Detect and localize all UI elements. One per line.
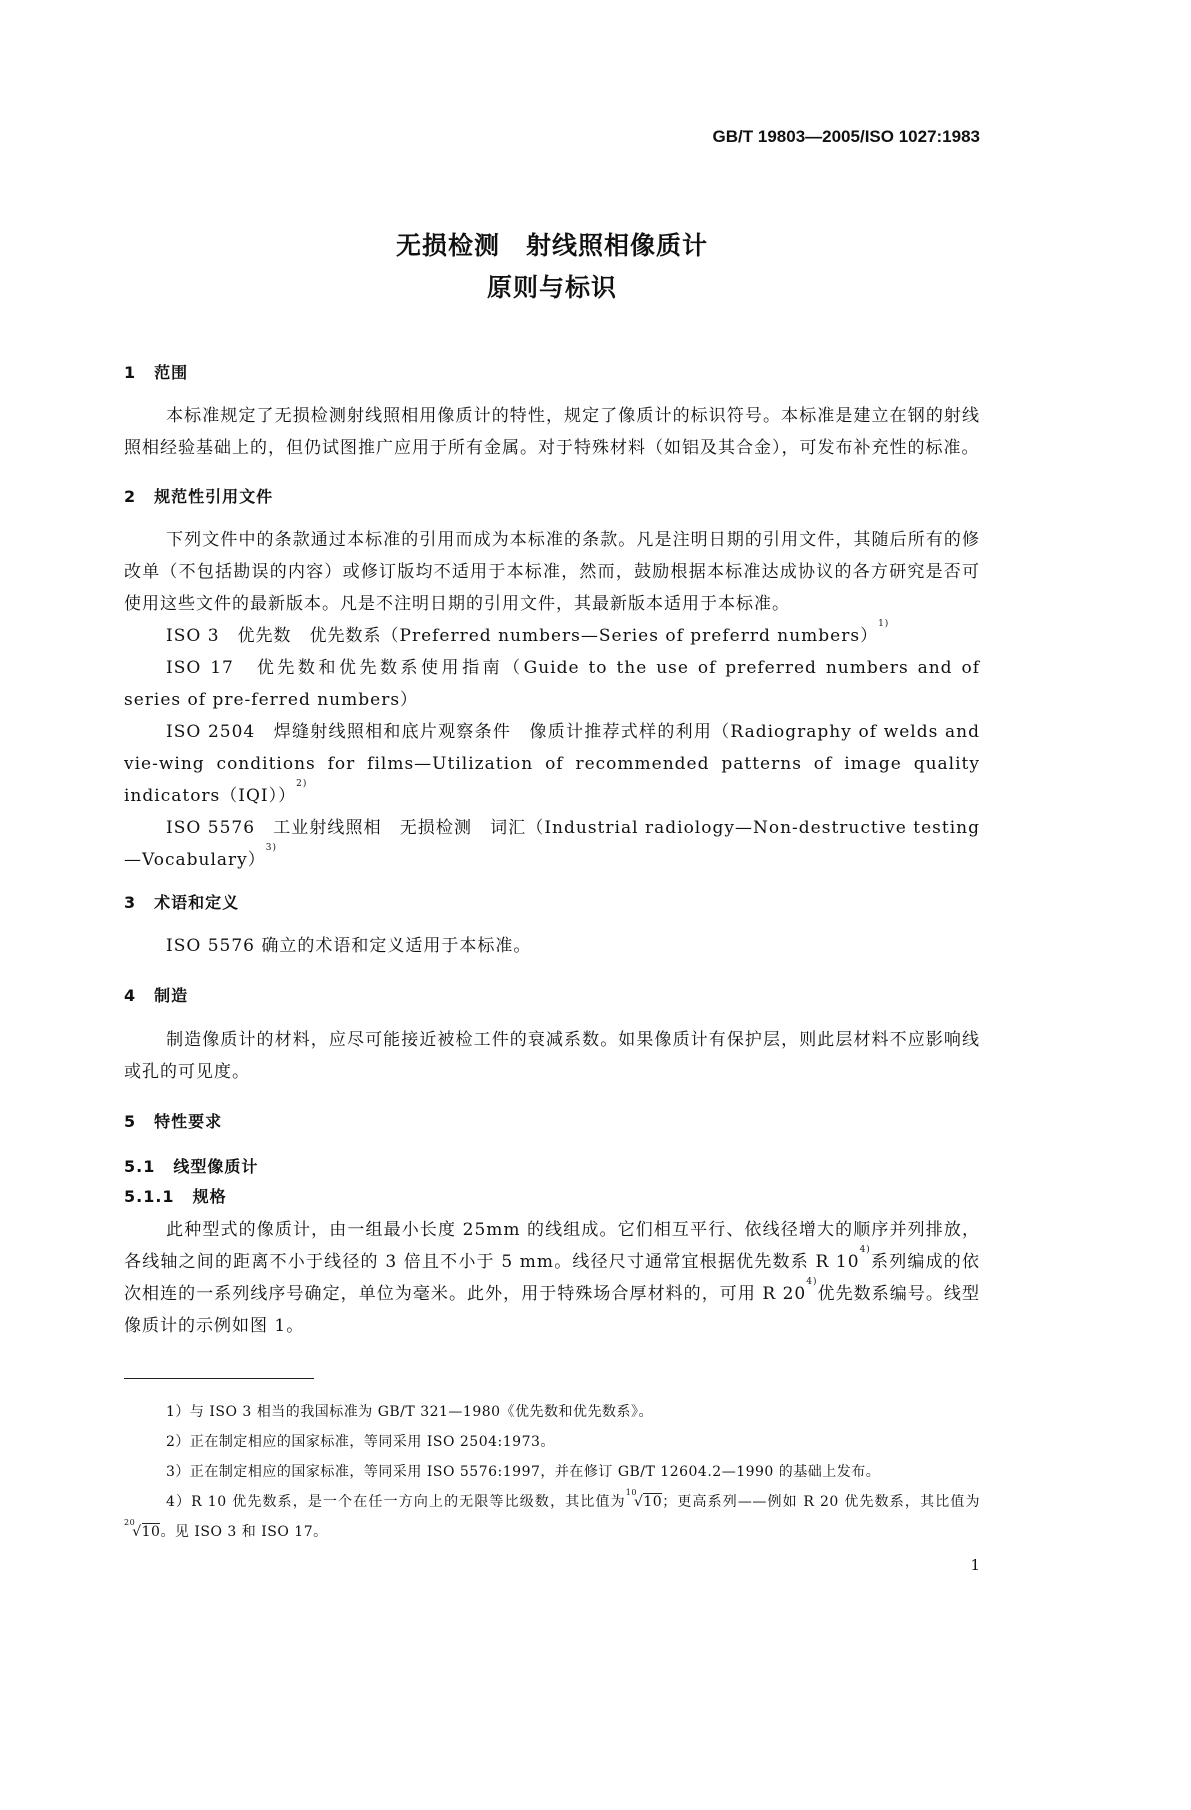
section-1-heading: 1 范围 [124,363,189,382]
section-2-heading: 2 规范性引用文件 [124,487,274,506]
page-number: 1 [970,1556,980,1574]
standard-number-header: GB/T 19803—2005/ISO 1027:1983 [712,127,980,146]
footnote-2: 2）正在制定相应的国家标准，等同采用 ISO 2504:1973。 [166,1434,555,1450]
footnote-1: 1）与 ISO 3 相当的我国标准为 GB/T 321—1980《优先数和优先数系》。 [166,1404,654,1420]
radical-20th-root-of-10: $^{20}$√10 [124,1518,161,1540]
section-1-paragraph: 本标准规定了无损检测射线照相用像质计的特性，规定了像质计的标识符号。本标准是建立在钢的射线照相经验基础上的，但仍试图推广应用于所有金属。对于特殊材料（如铝及其合金），可发布补充性的标准。 [124,406,980,458]
section-2-paragraph: 下列文件中的条款通过本标准的引用而成为本标准的条款。凡是注明日期的引用文件，其随后所有的修改单（不包括勘误的内容）或修订版均不适用于本标准，然而，鼓励根据本标准达成协议的各方研究是否可使用这些文件的最新版本。凡是不注明日期的引用文件，其最新版本适用于本标准。 [124,530,980,614]
footnote-separator [124,1378,314,1379]
section-5-heading: 5 特性要求 [124,1112,223,1131]
title-line-2: 原则与标识 [486,273,617,302]
section-5-1-heading: 5.1 线型像质计 [124,1157,259,1176]
reference-iso-17: ISO 17 优先数和优先数系使用指南（Guide to the use of preferred numbers and of series of pre-ferred numbers） [124,658,980,710]
section-3-paragraph: ISO 5576 确立的术语和定义适用于本标准。 [166,936,532,956]
section-4-heading: 4 制造 [124,986,189,1005]
section-3-heading: 3 术语和定义 [124,893,240,912]
footnote-4: 4）R 10 优先数系，是一个在任一方向上的无限等比级数，其比值为$^{10}$√10；更高系列——例如 R 20 优先数系，其比值为$^{20}$√10。见 ISO 3 和 ISO 17。 [124,1487,980,1547]
reference-iso-5576: ISO 5576 工业射线照相 无损检测 词汇（Industrial radiology—Non-destructive testing—Vocabulary）$^{3)}$ [124,818,980,870]
section-5-1-1-paragraph: 此种型式的像质计，由一组最小长度 25mm 的线组成。它们相互平行、依线径增大的顺序并列排放，各线轴之间的距离不小于线径的 3 倍且不小于 5 mm。线径尺寸通常宜根据优先数系 R 10$^{4)}$系列编成的依次相连的一系列线序号确定，单位为毫米。此外，用于特殊场合厚材料的，可用 R 20$^{4)}$优先数系编号。线型像质计的示例如图 1。 [124,1220,981,1336]
radical-10th-root-of-10: $^{10}$√10 [625,1488,663,1510]
reference-iso-3: ISO 3 优先数 优先数系（Preferred numbers—Series of preferrd numbers）$^{1)}$ [166,619,890,646]
reference-iso-2504: ISO 2504 焊缝射线照相和底片观察条件 像质计推荐式样的利用（Radiography of welds and vie-wing conditions for films—Utilization of recommended patterns of image quality indicators（IQI））$^{2)}$ [124,722,980,806]
page-column [124,126,980,1576]
section-4-paragraph: 制造像质计的材料，应尽可能接近被检工件的衰减系数。如果像质计有保护层，则此层材料不应影响线或孔的可见度。 [124,1030,980,1082]
title-line-1: 无损检测 射线照相像质计 [395,231,708,260]
section-5-1-1-heading: 5.1.1 规格 [124,1187,227,1206]
footnote-3: 3）正在制定相应的国家标准，等同采用 ISO 5576:1997，并在修订 GB/T 12604.2—1990 的基础上发布。 [166,1464,881,1480]
